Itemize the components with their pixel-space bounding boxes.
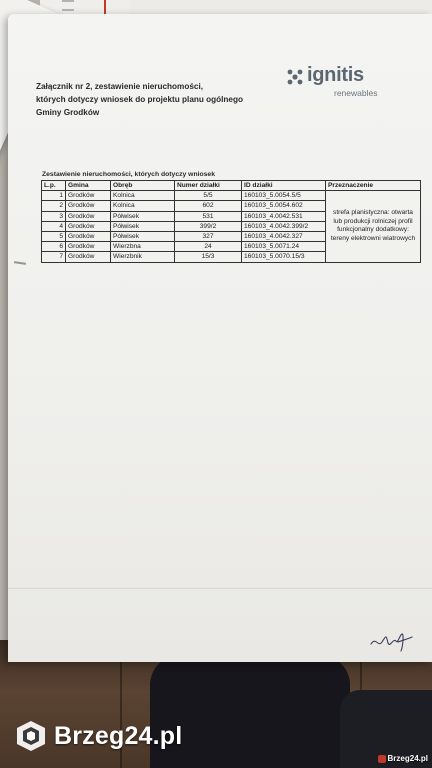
header-numer-dzialki: Numer działki [175,181,242,191]
property-table [41,180,421,263]
cell-lp: 2 [42,201,66,211]
cell-obreb: Kolnica [111,191,175,201]
cell-lp: 1 [42,191,66,201]
cell-numer: 24 [175,242,242,252]
cell-numer: 327 [175,232,242,242]
cell-lp: 5 [42,232,66,242]
cell-id: 160103_4.0042.399/2 [242,221,326,231]
cell-obreb: Półwisek [111,232,175,242]
brzeg24-small-icon [378,755,386,763]
header-id-dzialki: ID działki [242,181,326,191]
cell-lp: 6 [42,242,66,252]
handwritten-signature [368,624,414,654]
cell-numer: 531 [175,211,242,221]
header-obreb: Obręb [111,181,175,191]
small-watermark-text: Brzeg24.pl [387,754,428,763]
cell-gmina: Grodków [66,221,111,231]
cell-numer: 399/2 [175,221,242,231]
watermark-text: Brzeg24.pl [54,721,183,750]
cell-id: 160103_5.0054.5/5 [242,191,326,201]
table-header-row [42,181,421,191]
header-przeznaczenie: Przeznaczenie [326,181,421,191]
header-lp: L.p. [42,181,66,191]
cell-obreb: Kolnica [111,201,175,211]
cell-gmina: Grodków [66,201,111,211]
cell-numer: 15/3 [175,252,242,262]
small-watermark [378,754,428,763]
header-gmina: Gmina [66,181,111,191]
cell-numer: 5/5 [175,191,242,201]
cell-id: 160103_4.0042.531 [242,211,326,221]
paper-fold [8,588,432,589]
cell-gmina: Grodków [66,211,111,221]
heading-line: Załącznik nr 2, zestawienie nieruchomości, [36,82,203,91]
cell-id: 160103_5.0070.15/3 [242,252,326,262]
cell-gmina: Grodków [66,252,111,262]
cell-obreb: Półwisek [111,211,175,221]
cell-gmina: Grodków [66,191,111,201]
ignitis-mark-icon [286,68,304,86]
logo-subtitle: renewables [334,88,378,98]
cell-lp: 7 [42,252,66,262]
cell-obreb: Półwisek [111,221,175,231]
logo-name: ignitis [307,64,364,86]
document-heading [36,80,276,119]
brzeg24-logo-icon [14,719,48,753]
cell-obreb: Wierzbnik [111,252,175,262]
back-sheet-strip [130,0,432,14]
table-row [42,191,421,201]
heading-line: których dotyczy wniosek do projektu planu ogólnego [36,95,243,104]
cell-gmina: Grodków [66,232,111,242]
heading-line: Gminy Grodków [36,108,100,117]
table-title: Zestawienie nieruchomości, których dotyczy wniosek [42,171,215,178]
cell-przeznaczenie: strefa planistyczna: otwarta lub produkcji rolniczej profil funkcjonalny dodatkowy: tereny elektrowni wiatrowych [326,191,421,262]
cell-id: 160103_5.0054.602 [242,201,326,211]
cell-gmina: Grodków [66,242,111,252]
cell-obreb: Wierzbna [111,242,175,252]
cell-lp: 4 [42,221,66,231]
cell-numer: 602 [175,201,242,211]
red-mark [104,0,106,14]
cell-id: 160103_4.0042.327 [242,232,326,242]
cell-id: 160103_5.0071.24 [242,242,326,252]
brzeg24-watermark [14,716,182,756]
cell-lp: 3 [42,211,66,221]
ignitis-logo [286,64,396,100]
